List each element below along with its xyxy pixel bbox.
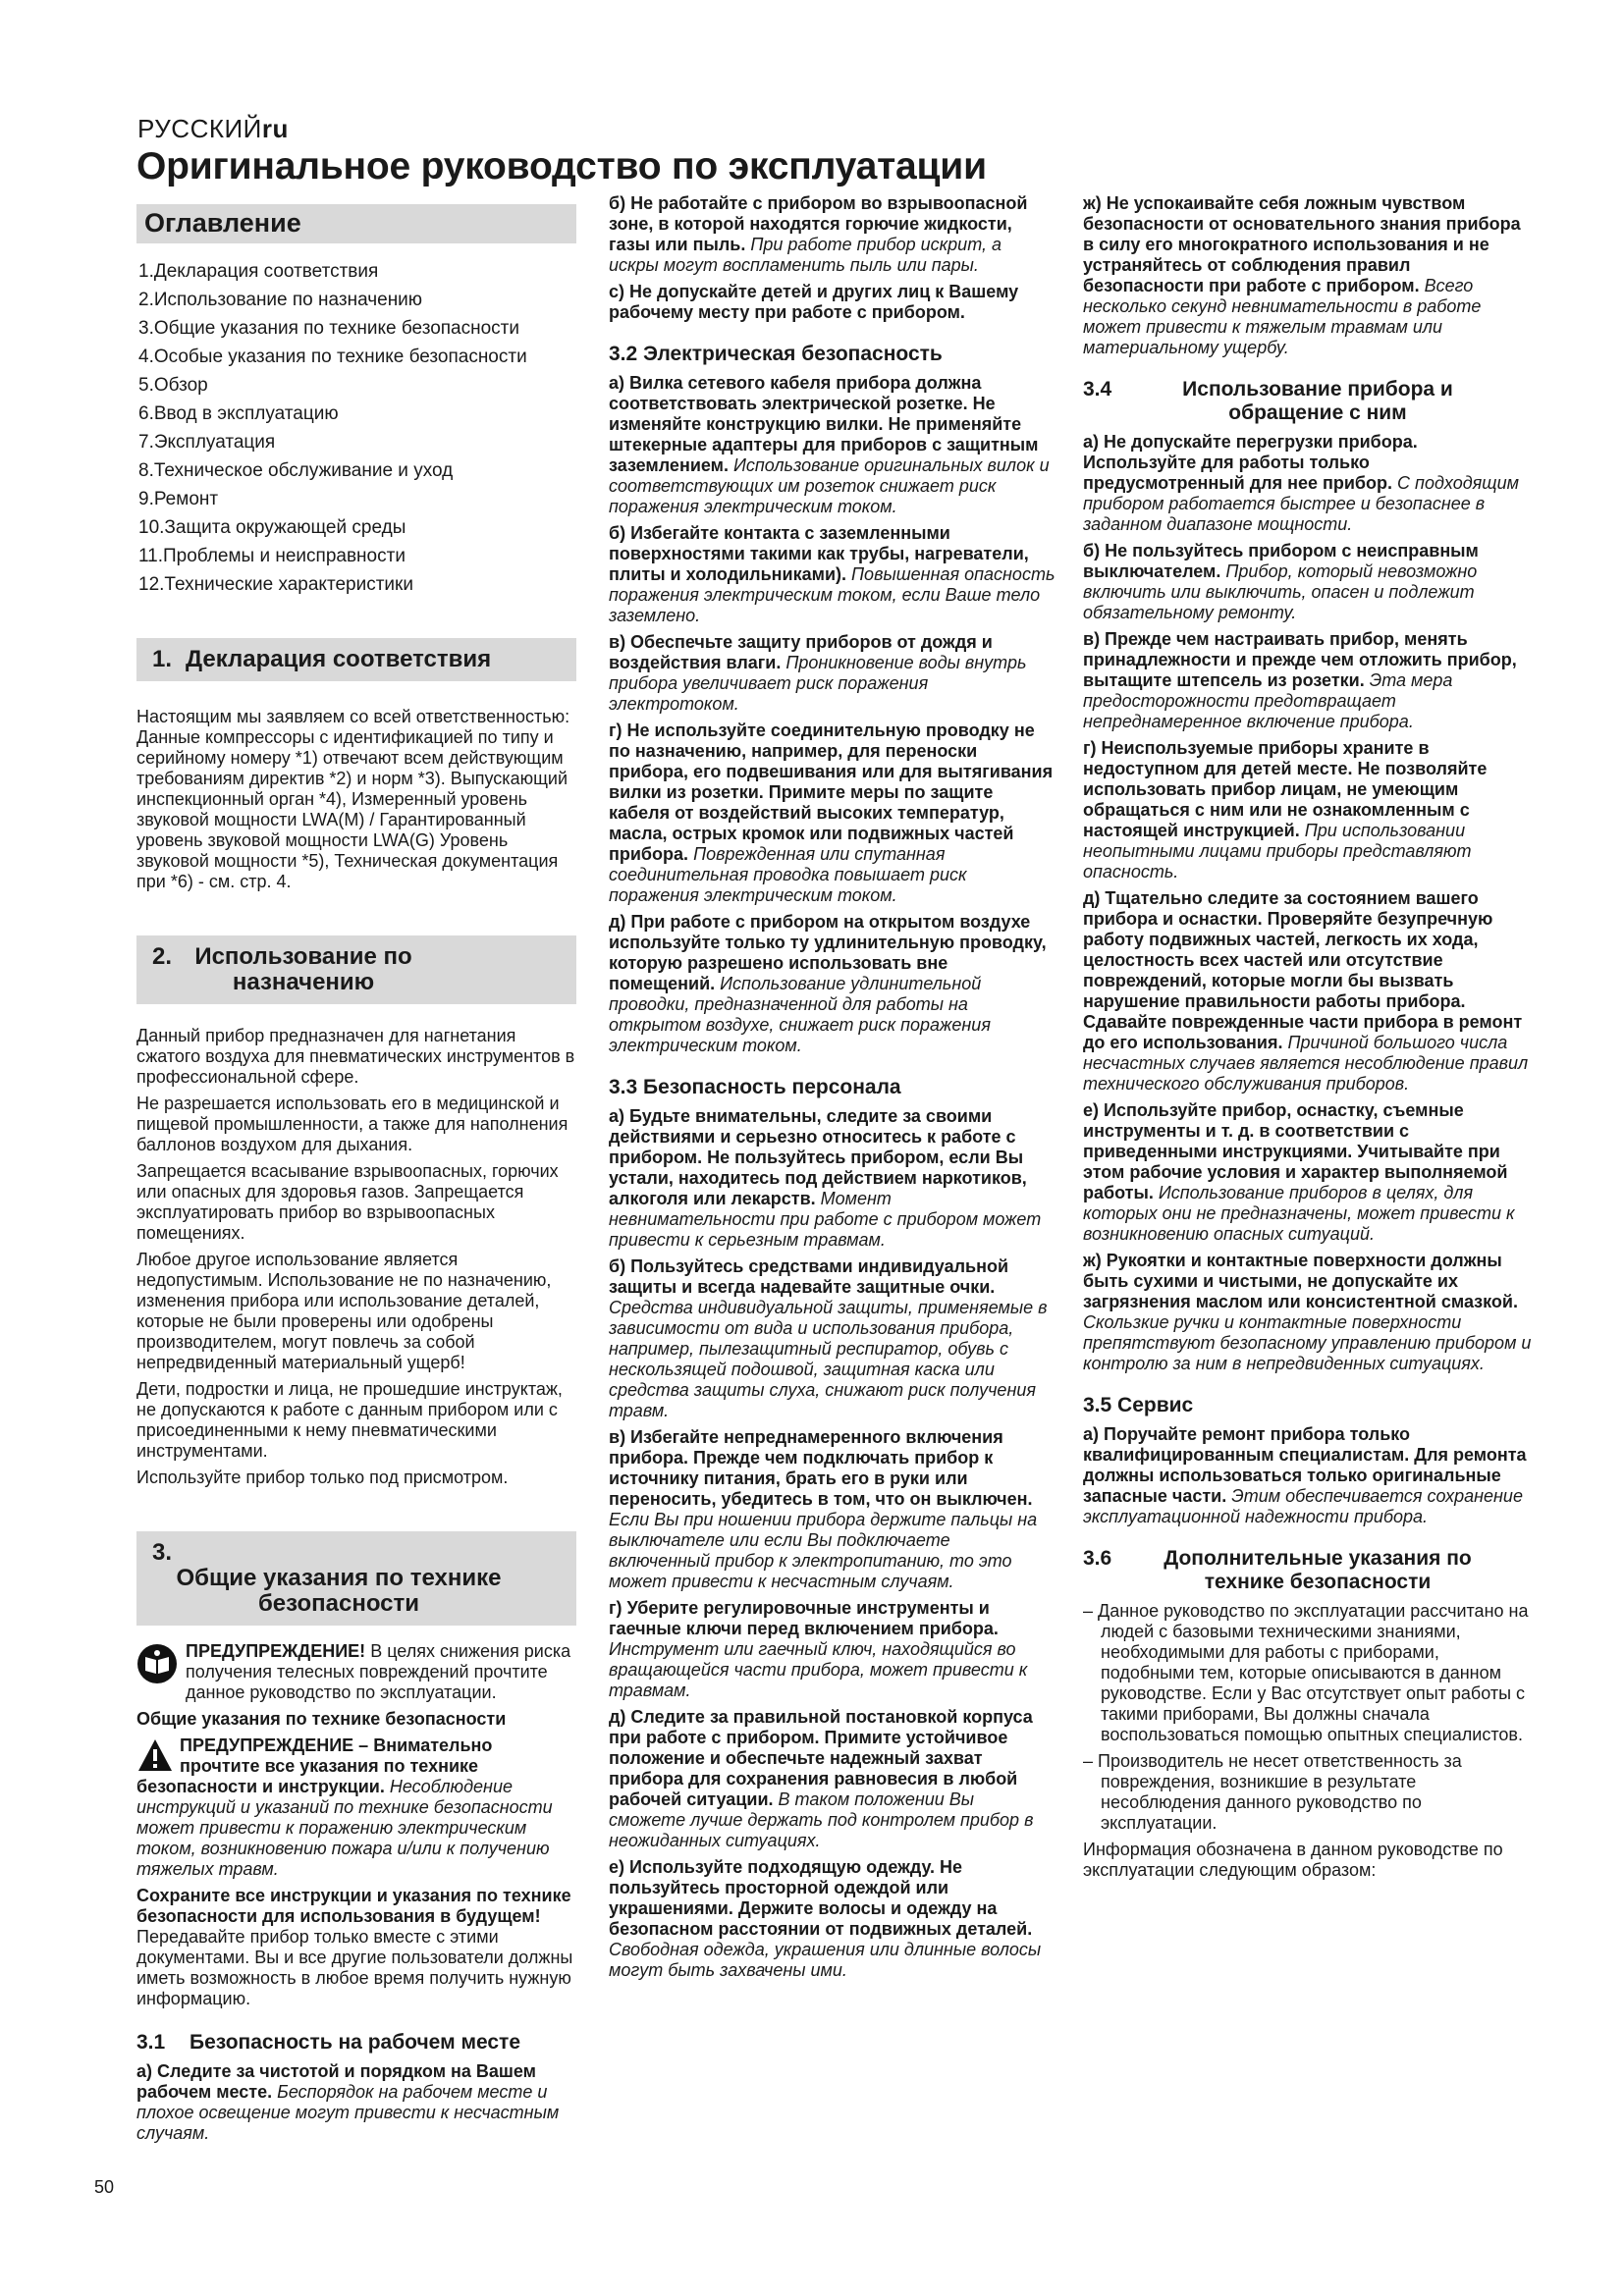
safety-item: в) Прежде чем настраивать прибор, менять принадлежности и прежде чем отложить прибор, вытащите штепсель из розетки. Эта мера предосторожности предотвращает непреднамеренное включение прибора. — [1083, 629, 1517, 731]
section-3-4-heading: 3.4 Использование прибора и обращение с ним — [1083, 378, 1453, 424]
toc-item[interactable]: 2.Использование по назначению — [138, 290, 423, 310]
list-item: – Производитель не несет ответственность за повреждения, возникшие в результате несоблюдения данного руководство по эксплуатации. — [1083, 1751, 1462, 1833]
safety-item: а) Будьте внимательны, следите за своими действиями и серьезно относитесь к работе с прибором. Не пользуйтесь прибором, если Вы устали, находитесь под действием наркотиков, алкоголя или лекарств. Момент невнимательности при работе с прибором может привести к серьезным травмам. — [609, 1106, 1042, 1250]
section-3-heading: 3.Общие указания по технике безопасности — [136, 1531, 576, 1626]
table-of-contents — [136, 257, 576, 599]
paragraph: Дети, подростки и лица, не прошедшие инструктаж, не допускаются к работе с данным прибором или с присоединенными к нему пневматическими инструментами. — [136, 1379, 563, 1461]
toc-item[interactable]: 6.Ввод в эксплуатацию — [138, 403, 339, 424]
toc-item[interactable]: 12.Технические характеристики — [138, 574, 413, 595]
toc-heading: Оглавление — [136, 204, 576, 243]
safety-item: д) При работе с прибором на открытом воздухе используйте только ту удлинительную проводку, которую разрешено использовать вне помещений. Использование удлинительной проводки, предназначенной для работы на открытом воздухе, снижает риск поражения электрическим током. — [609, 912, 1047, 1055]
safety-item: б) Избегайте контакта с заземленными поверхностями такими как трубы, нагреватели, плиты и холодильниками). Повышенная опасность поражения электрическим током, если Ваше тело заземлено. — [609, 523, 1056, 625]
section-3-1-heading: 3.1 Безопасность на рабочем месте — [136, 2031, 521, 2054]
list-item: – Данное руководство по эксплуатации рассчитано на людей с базовыми техническими знаниями, необходимыми для работы с приборами, подобными тем, которые описываются в данном руководстве. Если у Вас отсутствует опыт работы с такими приборами, Вы должны сначала воспользоваться помощью опытных специалистов. — [1083, 1601, 1529, 1744]
paragraph: Информация обозначена в данном руководстве по эксплуатации следующим образом: — [1083, 1840, 1503, 1880]
safety-item: в) Обеспечьте защиту приборов от дождя и воздействия влаги. Проникновение воды внутрь прибора увеличивает риск поражения электротоком. — [609, 632, 1027, 714]
toc-item[interactable]: 3.Общие указания по технике безопасности — [138, 318, 519, 339]
safety-item: б) Не работайте с прибором во взрывоопасной зоне, в которой находятся горючие жидкости, газы или пыль. При работе прибор искрит, а искры могут воспламенить пыль или пары. — [609, 193, 1028, 275]
warning-triangle-icon — [136, 1737, 174, 1773]
toc-item[interactable]: 11.Проблемы и неисправности — [138, 546, 406, 566]
keep-instructions-text: Сохраните все инструкции и указания по технике безопасности для использования в будущем! Передавайте прибор только вместе с этими документами. Вы и все другие пользователи должны иметь возможность в любое время получить нужную информацию. — [136, 1886, 573, 2008]
section-3-2-heading: 3.2 Электрическая безопасность — [609, 343, 943, 365]
section-2-heading: 2. Использование по назначению — [136, 935, 576, 1004]
column-3 — [1083, 193, 1535, 1887]
section-3-6-heading: 3.6 Дополнительные указания по технике безопасности — [1083, 1547, 1472, 1593]
safety-item: с) Не допускайте детей и других лиц к Вашему рабочему месту при работе с прибором. — [609, 282, 1019, 322]
toc-item[interactable]: 8.Техническое обслуживание и уход — [138, 460, 454, 481]
page-title: Оригинальное руководство по эксплуатации — [136, 145, 987, 187]
read-manual-warning: ПРЕДУПРЕЖДЕНИЕ! В целях снижения риска получения телесных повреждений прочтите данное руководство по эксплуатации. — [136, 1641, 576, 1703]
safety-item: г) Не используйте соединительную проводку не по назначению, например, для переноски прибора, его подвешивания или для вытягивания вилки из розетки. Примите меры по защите кабеля от воздействий высоких температур, масла, острых кромок или подвижных частей прибора. Поврежденная или спутанная соединительная проводка повышает риск поражения электрическим током. — [609, 721, 1054, 905]
toc-item[interactable]: 9.Ремонт — [138, 489, 219, 509]
safety-item: а) Следите за чистотой и порядком на Вашем рабочем месте. Беспорядок на рабочем месте и плохое освещение могут привести к несчастным случаям. — [136, 2061, 560, 2143]
safety-item: е) Используйте подходящую одежду. Не пользуйтесь просторной одеждой или украшениями. Держите волосы и одежду на безопасном расстоянии от подвижных деталей. Свободная одежда, украшения или длинные волосы могут быть захвачены ими. — [609, 1857, 1042, 1980]
safety-item: д) Тщательно следите за состоянием вашего прибора и оснастки. Проверяйте безупречную работу подвижных частей, легкость их хода, целостность всех частей или отсутствие повреждений, которые могли бы вызвать нарушение правильности работы прибора. Сдавайте поврежденные части прибора в ремонт до его использования. Причиной большого числа несчастных случаев является несоблюдение правил технического обслуживания приборов. — [1083, 888, 1529, 1094]
safety-item: г) Уберите регулировочные инструменты и гаечные ключи перед включением прибора. Инструмент или гаечный ключ, находящийся во вращающейся части прибора, может привести к травмам. — [609, 1598, 1028, 1700]
safety-item: а) Поручайте ремонт прибора только квалифицированным специалистам. Для ремонта должны использоваться только оригинальные запасные части. Этим обеспечивается сохранение эксплуатационной надежности прибора. — [1083, 1424, 1527, 1526]
paragraph: Запрещается всасывание взрывоопасных, горючих или опасных для здоровья газов. Запрещается эксплуатировать прибор во взрывоопасных помещениях. — [136, 1161, 559, 1243]
safety-item: е) Используйте прибор, оснастку, съемные инструменты и т. д. в соответствии с приведенными инструкциями. Учитывайте при этом рабочие условия и характер выполняемой работы. Использование приборов в целях, для которых они не предназначены, может привести к возникновению опасных ситуаций. — [1083, 1100, 1515, 1244]
paragraph: Не разрешается использовать его в медицинской и пищевой промышленности, а также для наполнения баллонов воздухом для дыхания. — [136, 1094, 568, 1154]
toc-item[interactable]: 5.Обзор — [138, 375, 208, 396]
safety-item: б) Не пользуйтесь прибором с неисправным выключателем. Прибор, который невозможно включить или выключить, опасен и подлежит обязательному ремонту. — [1083, 541, 1479, 622]
safety-item: б) Пользуйтесь средствами индивидуальной защиты и всегда надевайте защитные очки. Средства индивидуальной защиты, применяемые в зависимости от вида и использования прибора, например, пылезащитный респиратор, обувь с нескользящей подошвой, защитная каска или средства защиты слуха, снижают риск получения травм. — [609, 1256, 1048, 1420]
section-3-3-heading: 3.3 Безопасность персонала — [609, 1076, 901, 1098]
paragraph: Данный прибор предназначен для нагнетания сжатого воздуха для пневматических инструментов в профессиональной сфере. — [136, 1026, 575, 1087]
language-label: РУССКИЙru — [137, 114, 289, 143]
safety-item: а) Не допускайте перегрузки прибора. Используйте для работы только предусмотренный для нее прибор. С подходящим прибором работается быстрее и безопаснее в заданном диапазоне мощности. — [1083, 432, 1519, 534]
toc-item[interactable]: 1.Декларация соответствия — [138, 261, 379, 282]
page-number: 50 — [94, 2177, 115, 2197]
safety-item: ж) Рукоятки и контактные поверхности должны быть сухими и чистыми, не допускайте их загрязнения маслом или консистентной смазкой. Скользкие ручки и контактные поверхности препятствуют безопасному управлению прибором и контролю за ним в непредвиденных ситуациях. — [1083, 1251, 1532, 1373]
safety-item: а) Вилка сетевого кабеля прибора должна соответствовать электрической розетке. Не изменяйте конструкцию вилки. Не применяйте штекерные адаптеры для приборов с защитным заземлением. Использование оригинальных вилок и соответствующих им розеток снижает риск поражения электрическим током. — [609, 373, 1050, 516]
column-1 — [136, 204, 576, 2150]
general-safety-subheading: Общие указания по технике безопасности — [136, 1709, 507, 1729]
toc-item[interactable]: 4.Особые указания по технике безопасности — [138, 347, 527, 367]
read-manual-icon — [136, 1643, 178, 1684]
section-1-heading: 1. Декларация соответствия — [136, 638, 576, 681]
declaration-text: Настоящим мы заявляем со всей ответственностью: Данные компрессоры с идентификацией по типу и серийному номеру *1) отвечают всем действующим требованиям директив *2) и норм *3). Выпускающий инспекционный орган *4), Измеренный уровень звуковой мощности LWA(M) / Гарантированный уровень звуковой мощности LWA(G) Уровень звуковой мощности *5), Техническая документация при *6) - см. стр. 4. — [136, 707, 570, 891]
paragraph: Используйте прибор только под присмотром. — [136, 1468, 509, 1487]
safety-item: в) Избегайте непреднамеренного включения прибора. Прежде чем подключать прибор к источнику питания, брать его в руки или переносить, убедитесь в том, что он выключен. Если Вы при ношении прибора держите пальцы на выключателе или если Вы подключаете включенный прибор к электропитанию, то это может привести к несчастным случаям. — [609, 1427, 1038, 1591]
toc-item[interactable]: 7.Эксплуатация — [138, 432, 276, 453]
attention-warning: ПРЕДУПРЕЖДЕНИЕ – Внимательно прочтите все указания по технике безопасности и инструкции. Несоблюдение инструкций и указаний по технике безопасности может привести к поражению электрическим током, возникновению пожара и/или к получению тяжелых травм. — [136, 1735, 553, 1879]
paragraph: Любое другое использование является недопустимым. Использование не по назначению, изменения прибора или использование деталей, которые не были проверены или одобрены производителем, могут повлечь за собой непредвиденный материальный ущерб! — [136, 1250, 552, 1372]
safety-item: ж) Не успокаивайте себя ложным чувством безопасности от основательного знания прибора в силу его многократного использования и не устраняйтесь от соблюдения правил безопасности при работе с прибором. Всего несколько секунд невнимательности в работе может привести к тяжелым травмам или материальному ущербу. — [1083, 193, 1521, 357]
safety-item: г) Неиспользуемые приборы храните в недоступном для детей месте. Не позволяйте использовать прибор лицам, не умеющим обращаться с ним или не ознакомленным с настоящей инструкцией. При использовании неопытными лицами приборы представляют опасность. — [1083, 738, 1488, 881]
section-3-5-heading: 3.5 Сервис — [1083, 1394, 1194, 1416]
toc-item[interactable]: 10.Защита окружающей среды — [138, 517, 406, 538]
safety-item: д) Следите за правильной постановкой корпуса при работе с прибором. Примите устойчивое положение и обеспечьте надежный захват прибора для сохранения равновесия в любой рабочей ситуации. В таком положении Вы сможете лучше держать под контролем прибор в неожиданных ситуациях. — [609, 1707, 1034, 1850]
column-2 — [609, 193, 1056, 1987]
